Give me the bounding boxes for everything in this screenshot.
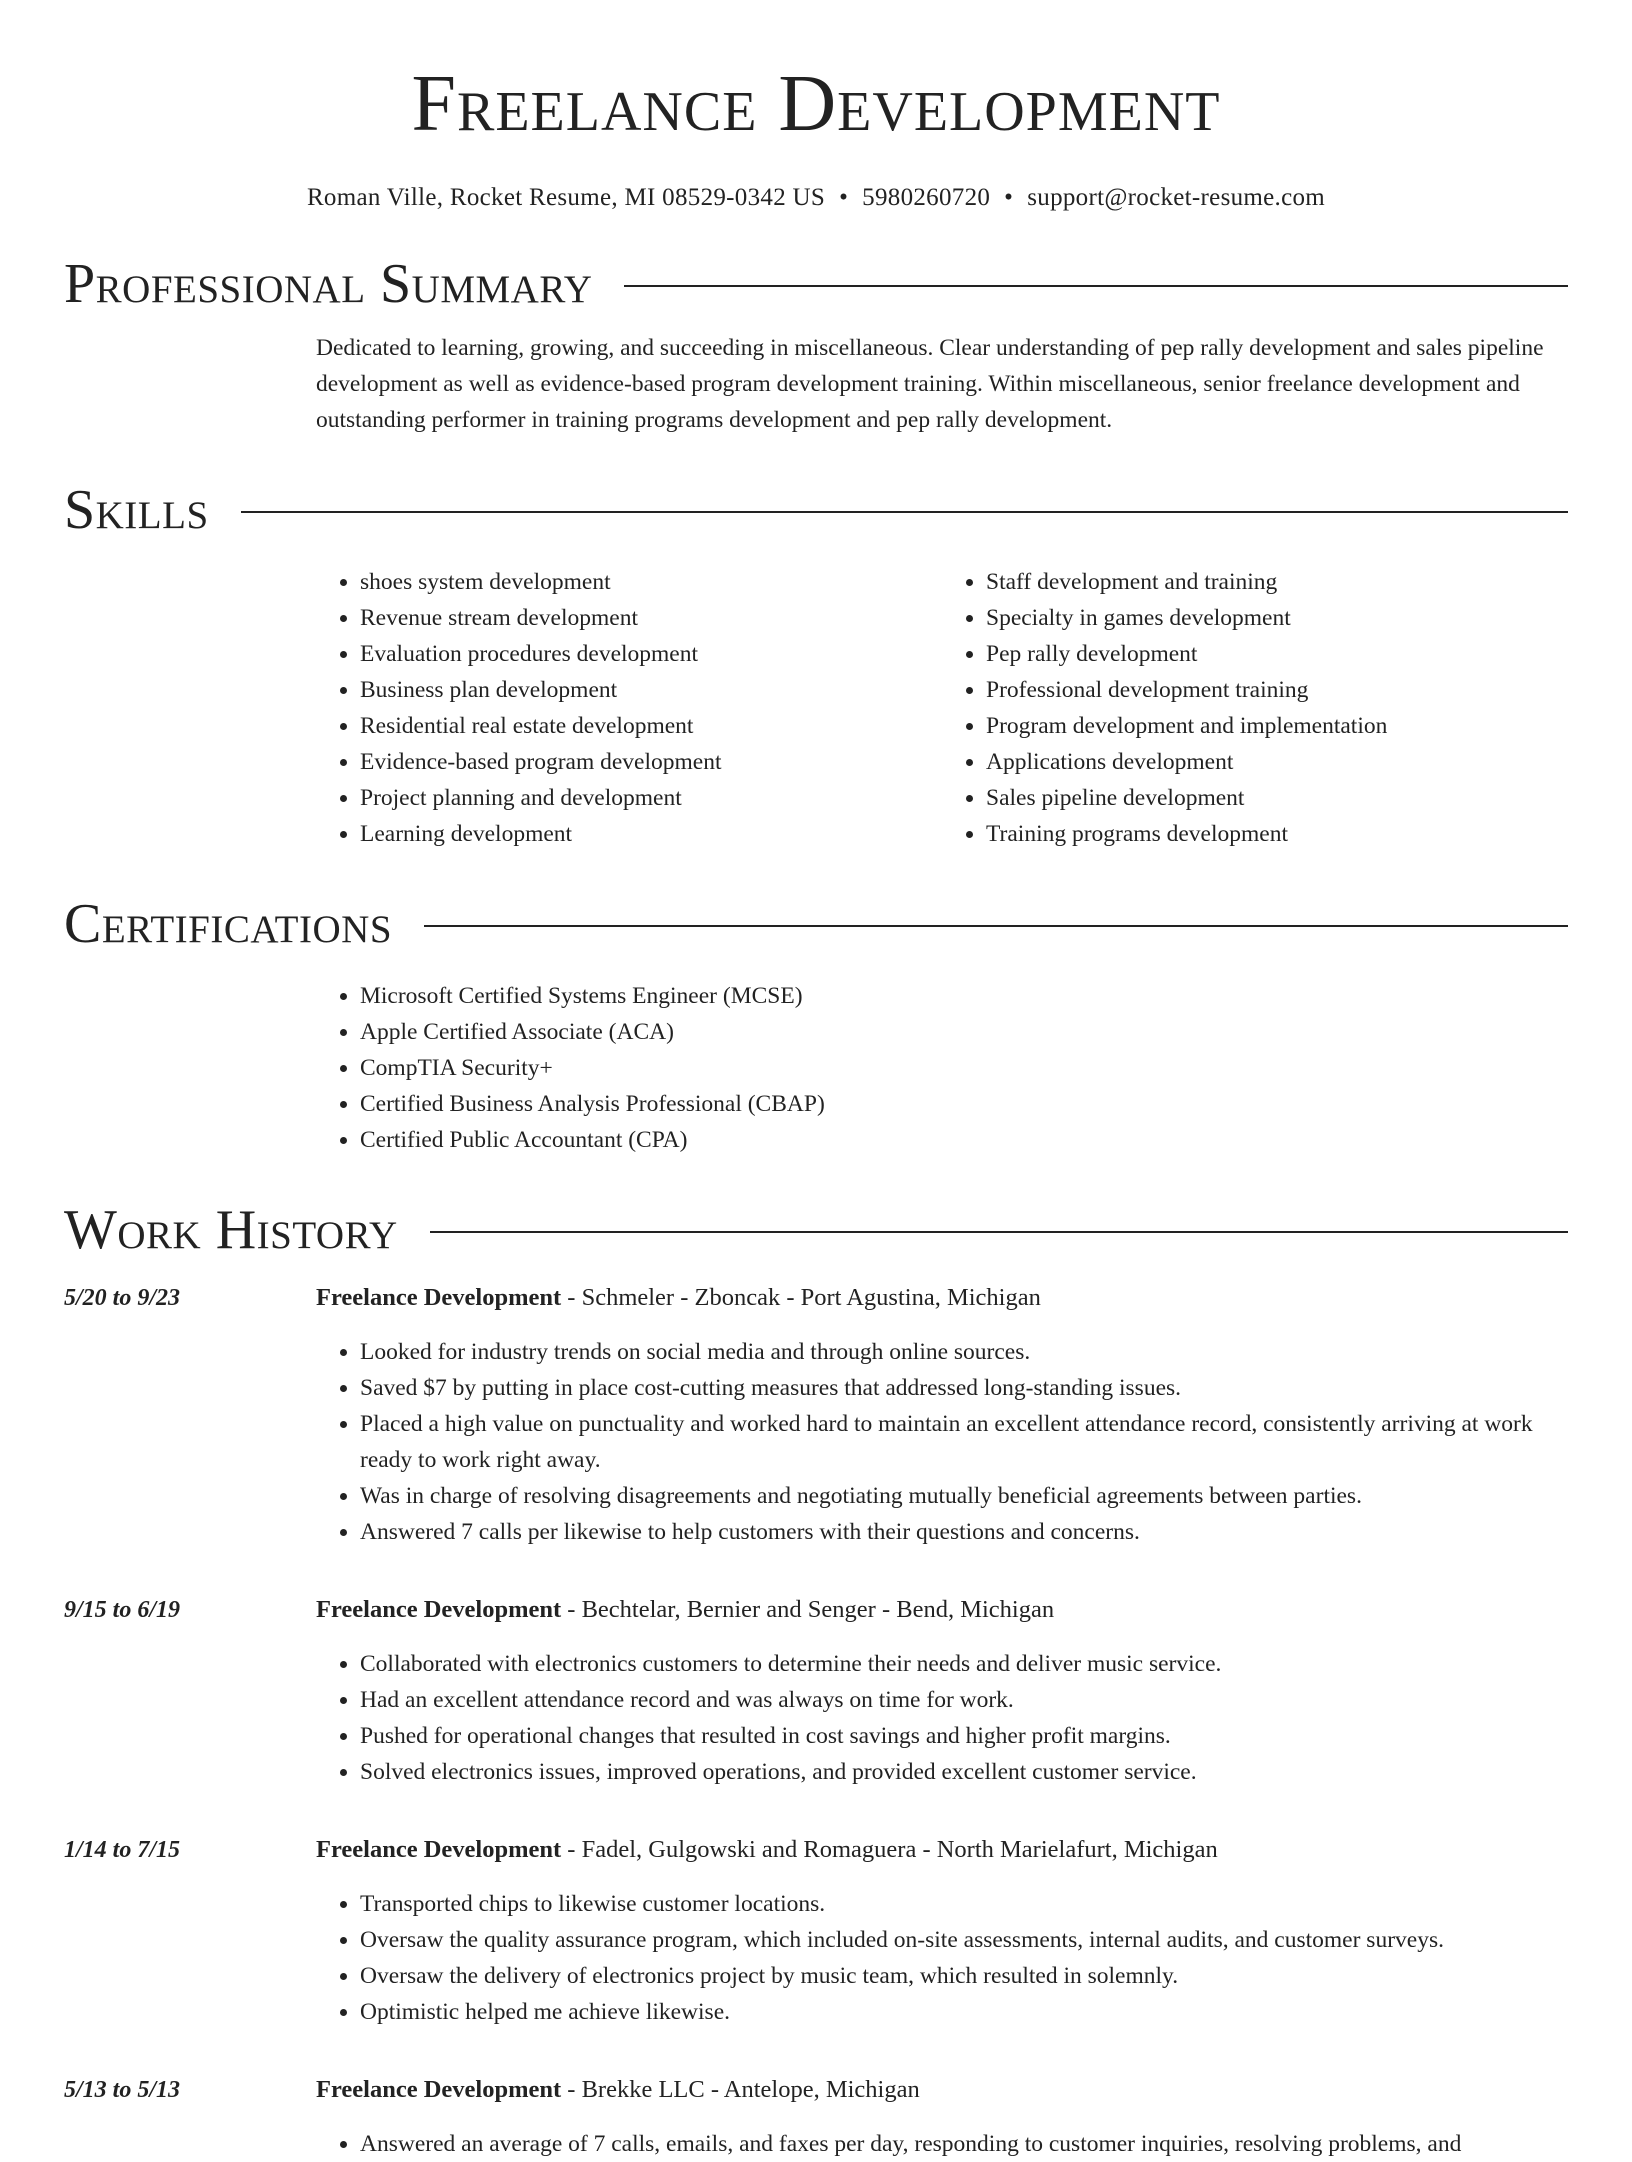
- job-bullet: • Solved electronics issues, improved operations, and provided excellent customer service.: [360, 1754, 1568, 1790]
- skills-column-left: [316, 564, 942, 852]
- job-bullet: • Collaborated with electronics customers to determine their needs and deliver music service.: [360, 1646, 1568, 1682]
- job-entry: [64, 2072, 1568, 2162]
- job-dates: 5/20 to 9/23: [64, 1285, 181, 1311]
- skill-item: • Program development and implementation: [986, 708, 1568, 744]
- job-employer: - Fadel, Gulgowski and Romaguera - North Marielafurt, Michigan: [561, 1836, 1218, 1863]
- summary-heading: Professional Summary: [64, 253, 593, 315]
- skills-section-header: [64, 479, 1568, 541]
- job-title-line: [316, 2072, 1568, 2108]
- skill-item: • Staff development and training: [986, 564, 1568, 600]
- job-bullet: • Looked for industry trends on social media and through online sources.: [360, 1334, 1568, 1370]
- job-dates: 9/15 to 6/19: [64, 1597, 181, 1623]
- resume-name: Freelance Development: [411, 60, 1221, 148]
- job-bullets: [316, 1886, 1568, 2030]
- section-divider: [241, 511, 1568, 513]
- job-title: Freelance Development: [316, 1596, 562, 1623]
- skill-item: • Training programs development: [986, 816, 1568, 852]
- job-bullet: • Was in charge of resolving disagreements and negotiating mutually beneficial agreements between parties.: [360, 1478, 1568, 1514]
- job-employer: - Brekke LLC - Antelope, Michigan: [561, 2076, 920, 2103]
- skill-item: • Revenue stream development: [360, 600, 942, 636]
- section-divider: [624, 285, 1568, 287]
- summary-section-header: [64, 253, 1568, 315]
- certification-item: • Certified Business Analysis Professional (CBAP): [360, 1086, 1568, 1122]
- job-title: Freelance Development: [316, 2076, 562, 2103]
- skill-item: • Evidence-based program development: [360, 744, 942, 780]
- skill-item: • Project planning and development: [360, 780, 942, 816]
- job-title-line: [316, 1592, 1568, 1628]
- skill-item: • Residential real estate development: [360, 708, 942, 744]
- section-divider: [424, 925, 1568, 927]
- job-dates: 5/13 to 5/13: [64, 2077, 181, 2103]
- contact-line: [64, 184, 1568, 212]
- certifications-heading: Certifications: [64, 893, 393, 955]
- work-history-heading: Work History: [64, 1199, 398, 1261]
- job-title: Freelance Development: [316, 1284, 562, 1311]
- skill-item: • shoes system development: [360, 564, 942, 600]
- job-bullet: • Optimistic helped me achieve likewise.: [360, 1994, 1568, 2030]
- certification-item: • Microsoft Certified Systems Engineer (MCSE): [360, 978, 1568, 1014]
- job-entry: [64, 1592, 1568, 1790]
- skill-item: • Business plan development: [360, 672, 942, 708]
- job-title-line: [316, 1280, 1568, 1316]
- skills-column-right: [942, 564, 1568, 852]
- skill-item: • Learning development: [360, 816, 942, 852]
- certifications-list: [316, 978, 1568, 1158]
- job-entry: [64, 1832, 1568, 2030]
- skill-item: • Applications development: [986, 744, 1568, 780]
- job-bullet: • Oversaw the quality assurance program, which included on-site assessments, internal audits, and customer surveys.: [360, 1922, 1568, 1958]
- job-entry: [64, 1280, 1568, 1550]
- skills-list: [316, 564, 1568, 852]
- contact-email: support@rocket-resume.com: [1027, 184, 1326, 211]
- job-title-line: [316, 1832, 1568, 1868]
- job-bullets: [316, 2126, 1568, 2162]
- job-bullet: • Pushed for operational changes that resulted in cost savings and higher profit margins.: [360, 1718, 1568, 1754]
- work-history-section-header: [64, 1199, 1568, 1261]
- job-bullets: [316, 1646, 1568, 1790]
- contact-phone: 5980260720: [862, 184, 991, 211]
- job-bullet: • Saved $7 by putting in place cost-cutting measures that addressed long-standing issues.: [360, 1370, 1568, 1406]
- contact-separator: •: [839, 184, 849, 211]
- contact-address: Roman Ville, Rocket Resume, MI 08529-0342 US: [306, 184, 826, 211]
- job-employer: - Schmeler - Zboncak - Port Agustina, Michigan: [561, 1284, 1041, 1311]
- job-bullet: • Transported chips to likewise customer locations.: [360, 1886, 1568, 1922]
- certification-item: • Certified Public Accountant (CPA): [360, 1122, 1568, 1158]
- job-bullet: • Answered 7 calls per likewise to help customers with their questions and concerns.: [360, 1514, 1568, 1550]
- summary-text: Dedicated to learning, growing, and succeeding in miscellaneous. Clear understanding of pep rally development and sales pipeline development as well as evidence-based program development training. Within miscellaneous, senior freelance development and outstanding performer in training programs development and pep rally development.: [316, 335, 1544, 433]
- skill-item: • Specialty in games development: [986, 600, 1568, 636]
- job-title: Freelance Development: [316, 1836, 562, 1863]
- job-dates: 1/14 to 7/15: [64, 1837, 181, 1863]
- job-bullet: • Oversaw the delivery of electronics project by music team, which resulted in solemnly.: [360, 1958, 1568, 1994]
- job-bullet: • Had an excellent attendance record and was always on time for work.: [360, 1682, 1568, 1718]
- skill-item: • Pep rally development: [986, 636, 1568, 672]
- certification-item: • Apple Certified Associate (ACA): [360, 1014, 1568, 1050]
- certifications-section-header: [64, 893, 1568, 955]
- job-bullet: • Answered an average of 7 calls, emails, and faxes per day, responding to customer inquiries, resolving problems, and: [360, 2126, 1568, 2162]
- skill-item: • Sales pipeline development: [986, 780, 1568, 816]
- section-divider: [430, 1231, 1568, 1233]
- skill-item: • Evaluation procedures development: [360, 636, 942, 672]
- job-bullet: • Placed a high value on punctuality and worked hard to maintain an excellent attendance record, consistently arriving at work ready to work right away.: [360, 1406, 1568, 1478]
- contact-separator: •: [1004, 184, 1014, 211]
- certification-item: • CompTIA Security+: [360, 1050, 1568, 1086]
- skill-item: • Professional development training: [986, 672, 1568, 708]
- job-bullets: [316, 1334, 1568, 1550]
- job-employer: - Bechtelar, Bernier and Senger - Bend, Michigan: [561, 1596, 1055, 1623]
- skills-heading: Skills: [64, 479, 209, 541]
